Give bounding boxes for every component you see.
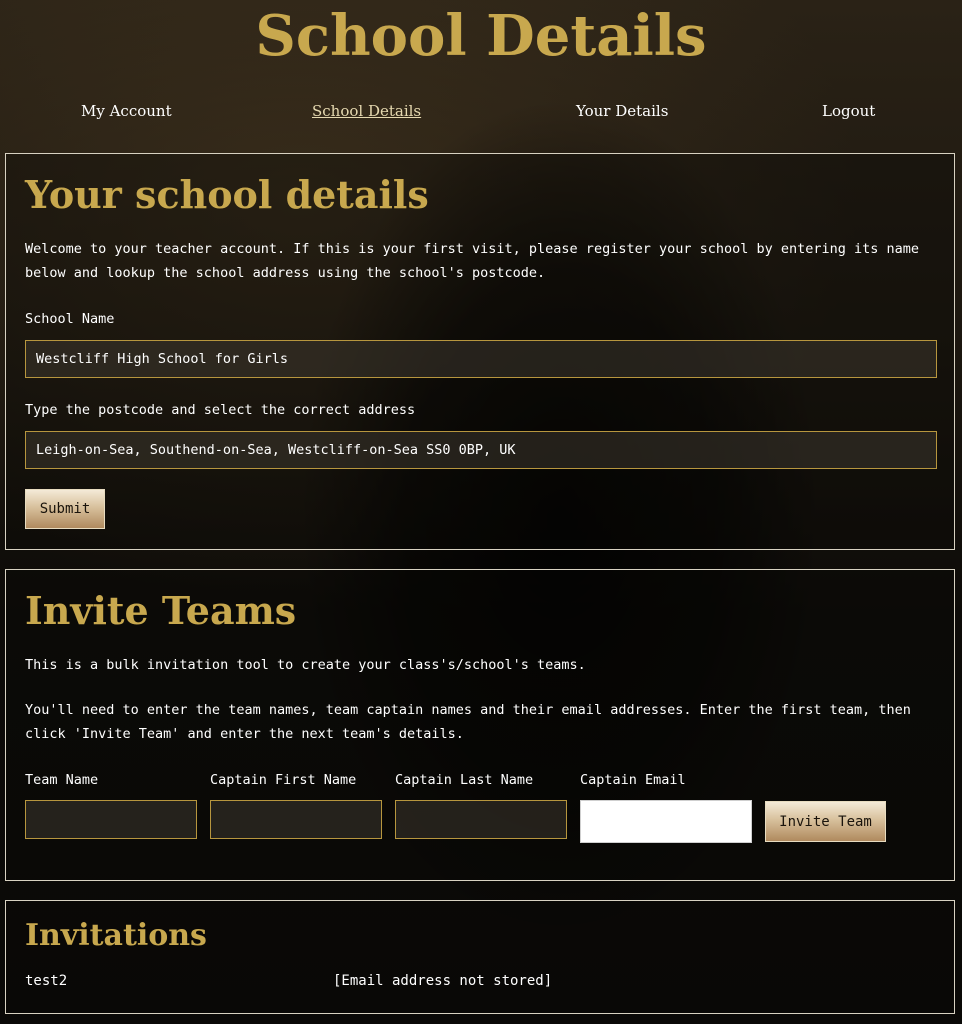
nav-item-my-account[interactable]: My Account — [81, 102, 172, 120]
nav-item-logout[interactable]: Logout — [822, 102, 876, 120]
captain-last-name-label: Captain Last Name — [395, 772, 534, 788]
captain-email-label: Captain Email — [580, 772, 686, 788]
captain-email-input[interactable] — [580, 800, 752, 843]
team-name-input[interactable] — [25, 800, 197, 839]
invitations-heading: Invitations — [25, 918, 207, 953]
main-nav — [0, 96, 962, 132]
captain-last-name-input[interactable] — [395, 800, 567, 839]
school-details-intro: Welcome to your teacher account. If this is your first visit, please register your school by entering its name below and lookup the school address using the school's postcode. — [25, 241, 920, 281]
nav-item-school-details[interactable]: School Details — [312, 102, 422, 120]
invite-teams-panel — [5, 569, 955, 881]
page-title: School Details — [255, 3, 707, 69]
captain-first-name-input[interactable] — [210, 800, 382, 839]
submit-button[interactable]: Submit — [25, 489, 105, 529]
school-name-label: School Name — [25, 311, 115, 327]
nav-item-your-details[interactable]: Your Details — [576, 102, 669, 120]
invitation-email: [Email address not stored] — [333, 973, 553, 989]
captain-first-name-label: Captain First Name — [210, 772, 357, 788]
invitation-team-name: test2 — [25, 973, 68, 989]
school-details-panel — [5, 153, 955, 550]
invitations-panel — [5, 900, 955, 1014]
school-details-heading: Your school details — [25, 172, 429, 217]
invite-team-button[interactable]: Invite Team — [765, 801, 886, 842]
postcode-label: Type the postcode and select the correct address — [25, 402, 416, 418]
postcode-address-input[interactable] — [25, 431, 937, 469]
invite-teams-intro-1: This is a bulk invitation tool to create your class's/school's teams. — [25, 657, 586, 673]
team-name-label: Team Name — [25, 772, 99, 788]
invite-teams-heading: Invite Teams — [25, 588, 297, 633]
invite-teams-intro-2: You'll need to enter the team names, team captain names and their email addresses. Enter the first team, then click 'Invite Team' and enter the next team's details. — [25, 702, 911, 742]
school-name-input[interactable] — [25, 340, 937, 378]
